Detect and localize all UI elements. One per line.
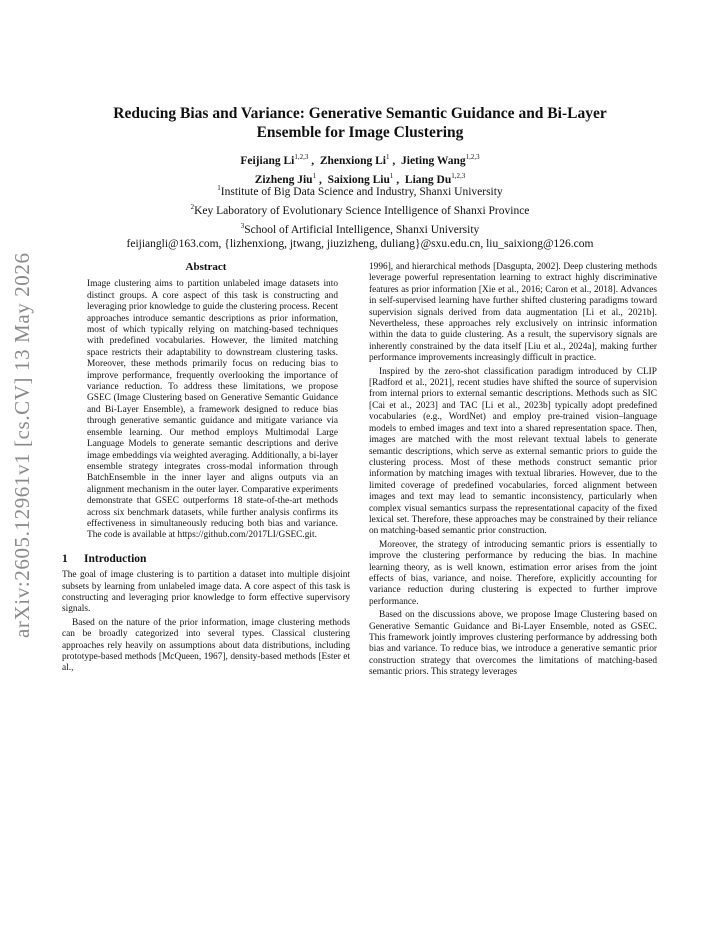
intro-paragraph-5: Based on the discussions above, we propose Image Clustering based on Generative Semantic Guidance and Bi-Layer Ensemble, noted as GSEC. This framework jointly improves clustering performance by addressing both bias and variance. To reduce bias, we introduce a generative semantic prior construction strategy that overcomes the limitations of matching-based semantic priors. This strategy leverages [369, 610, 657, 678]
author-name: Saixiong Liu [327, 173, 390, 186]
arxiv-sidebar-stamp [10, 252, 40, 638]
title-line-1: Reducing Bias and Variance: Generative Semantic Guidance and Bi-Layer [113, 105, 607, 122]
intro-paragraph-3: Inspired by the zero-shot classification paradigm introduced by CLIP [Radford et al., 2021], recent studies have shifted the source of supervision from internal priors to external semantic descriptions. Methods such as SIC [Cai et al., 2023] and TAC [Li et al., 2023b] typically adopt predefined vocabularies (e.g., WordNet) and employ pre-trained vision–language models to embed images and text into a shared representation space. Then, images are matched with the most relevant textual labels to generate semantic descriptions, which serve as external semantic priors to guide the clustering process. Most of these methods construct semantic prior information by matching images with textual libraries. However, due to the limited coverage of predefined vocabularies, forced alignment between images and text may lead to semantic inconsistency, particularly when complex visual semantics surpass the representational capacity of the fixed lexical set. Therefore, these approaches may be constrained by their reliance on matching-based semantic prior construction. [369, 366, 657, 537]
intro-paragraph-1: The goal of image clustering is to partition a dataset into multiple disjoint subsets by learning from unlabeled image data. A core aspect of this task is constructing and leveraging prior knowledge to form effective supervisory signals. [62, 570, 350, 615]
affiliation-line [40, 219, 680, 238]
affiliations [40, 181, 680, 252]
section-number: 1 [62, 552, 68, 565]
right-column [369, 262, 657, 679]
author-emails: feijiangli@163.com, {lizhenxiong, jtwang, jiuzizheng, duliang}@sxu.edu.cn, liu_saixiong@126.com [126, 238, 594, 251]
author-name: Jieting Wang [401, 154, 466, 167]
affil-text: Institute of Big Data Science and Industry, Shanxi University [220, 185, 503, 198]
affiliation-line [40, 200, 680, 219]
affil-sup: 3 [240, 221, 245, 230]
author-name: Feijiang Li [240, 154, 295, 167]
author-affil-sup: 1 [386, 153, 390, 161]
introduction-heading [62, 554, 350, 565]
author-affil-sup: 1,2,3 [294, 153, 309, 161]
abstract-body: Image clustering aims to partition unlabeled image datasets into distinct groups. A core aspect of this task is constructing and leveraging prior knowledge to guide the clustering process. Recent approaches introduce semantic descriptions as prior information, most of which typically relying on matching-based techniques with predefined vocabularies. However, the limited matching space restricts their adaptability to downstream clustering tasks. Moreover, these methods primarily focus on reducing bias to improve performance, frequently overlooking the importance of variance reduction. To address these limitations, we propose GSEC (Image Clustering based on Generative Semantic Guidance and Bi-Layer Ensemble), a framework designed to reduce bias through generative semantic guidance and mitigate variance via ensemble learning. Our method employs Multimodal Large Language Models to generate semantic descriptions and derive image embeddings via weighted averaging. Additionally, a bi-layer ensemble strategy integrates cross-modal information through BatchEnsemble in the inner layer and aligns outputs via an alignment mechanism in the outer layer. Comparative experiments demonstrate that GSEC outperforms 18 state-of-the-art methods across six benchmark datasets, while further analysis confirms its effectiveness in simultaneously reducing both bias and variance. The code is available at https://github.com/2017LI/GSEC.git. [87, 279, 338, 541]
author-affil-sup: 1 [312, 171, 317, 180]
affiliation-line [40, 181, 680, 200]
author-line-2: Zizheng Jiu$^1$ , Saixiong Liu$^1$ , Liang Du$^{1,2,3}$ [254, 171, 466, 186]
author-name: Zizheng Jiu [254, 173, 313, 186]
intro-paragraph-2-continued: 1996], and hierarchical methods [Dasgupta, 2002]. Deep clustering methods leverage powerful representation learning to extract highly discriminative features as prior information [Xie et al., 2016; Caron et al., 2018]. Advances in self-supervised learning have further shifted clustering paradigms toward supervision signals derived from data augmentation [Li et al., 2021b]. Nevertheless, these approaches rely exclusively on intrinsic information within the data to guide clustering. As a result, the supervisory signals are inherently constrained by the data itself [Liu et al., 2024a], making further performance improvements increasingly difficult in practice. [369, 262, 657, 364]
affil-sup: 2 [190, 202, 195, 211]
author-line-1: Feijiang Li$^{1,2,3}$ , Zhenxiong Li$^1$ , Jieting Wang$^{1,2,3}$ [240, 153, 480, 167]
intro-paragraph-2: Based on the nature of the prior information, image clustering methods can be broadly categorized into several types. Classical clustering approaches rely heavily on assumptions about data distributions, including prototype-based methods [McQueen, 1967], density-based methods [Ester et al., [62, 617, 350, 674]
intro-paragraph-4: Moreover, the strategy of introducing semantic priors is essentially to improve the clustering performance by reducing the bias. In machine learning theory, as is well known, estimation error arises from the joint effects of bias, variance, and noise. Therefore, explicitly accounting for variance reduction during clustering is expected to further improve performance. [369, 539, 657, 607]
paper-title [80, 104, 640, 142]
author-name: Zhenxiong Li [319, 154, 386, 167]
affil-text: Key Laboratory of Evolutionary Science Intelligence of Shanxi Province [194, 204, 530, 217]
abstract-heading: Abstract [185, 261, 227, 273]
author-affil-sup: 1,2,3 [465, 153, 480, 161]
title-line-2: Ensemble for Image Clustering [256, 124, 464, 141]
arxiv-identifier: arXiv:2605.12961v1 [cs.CV] 13 May 2026 [10, 252, 34, 638]
affil-text: School of Artificial Intelligence, Shanxi University [244, 223, 480, 236]
left-column [62, 262, 350, 675]
author-affil-sup: 1 [389, 171, 394, 180]
author-affil-sup: 1,2,3 [451, 171, 466, 180]
affil-sup: 1 [217, 184, 221, 192]
author-name: Liang Du [404, 173, 452, 186]
section-title: Introduction [84, 552, 147, 565]
